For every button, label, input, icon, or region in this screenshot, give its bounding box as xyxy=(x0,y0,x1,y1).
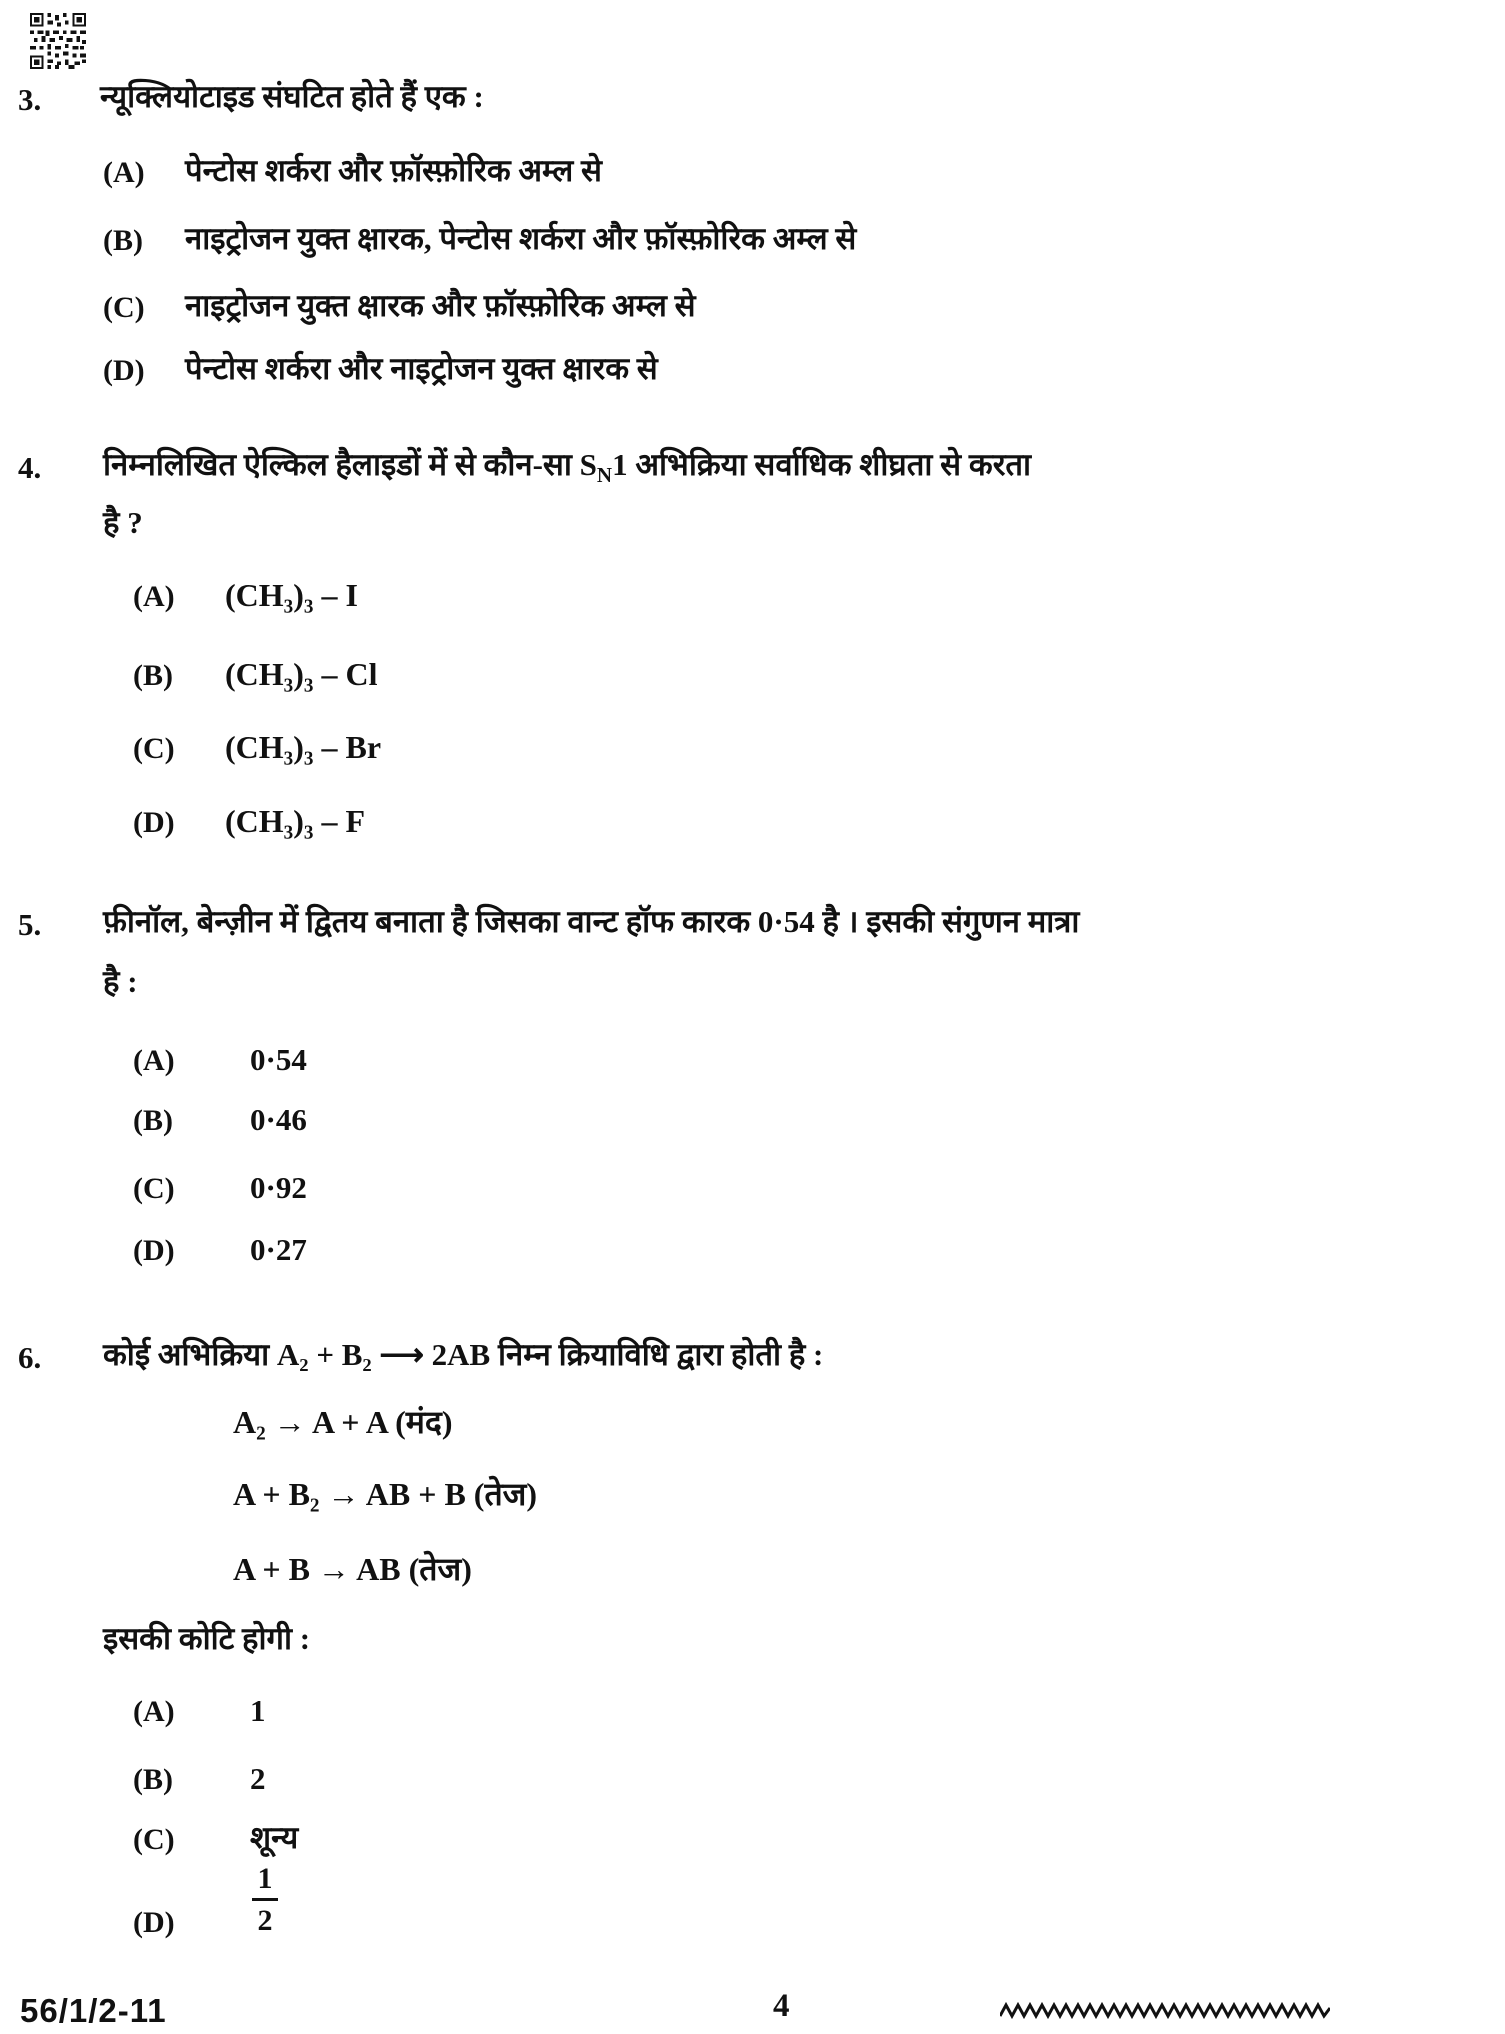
option-text: 0·46 xyxy=(250,1102,307,1137)
option-label: (A) xyxy=(133,580,175,613)
option-label: (C) xyxy=(133,1172,175,1205)
mechanism-step-1: A₂ → A + A (मंद) xyxy=(233,1404,453,1440)
option-text: नाइट्रोजन युक्त क्षारक और फ़ॉस्फ़ोरिक अम्ल से xyxy=(185,288,696,323)
option-text: (CH₃)₃ – I xyxy=(225,577,358,613)
option-label: (C) xyxy=(133,1823,175,1856)
option-text: 1 xyxy=(250,1693,266,1728)
option-label: (A) xyxy=(133,1695,175,1728)
mechanism-step-3: A + B → AB (तेज) xyxy=(233,1551,472,1587)
option-label: (D) xyxy=(133,1906,175,1939)
option-label: (B) xyxy=(133,659,173,692)
option-text: 0·92 xyxy=(250,1170,307,1205)
option-label: (C) xyxy=(103,291,145,324)
fraction-bar xyxy=(252,1898,278,1901)
option-label: (B) xyxy=(103,224,143,257)
option-label: (B) xyxy=(133,1763,173,1796)
option-text: 0·54 xyxy=(250,1042,307,1077)
option-label: (D) xyxy=(133,806,175,839)
question-number: 5. xyxy=(18,907,42,942)
question-number: 3. xyxy=(18,82,42,117)
mechanism-step-2: A + B₂ → AB + B (तेज) xyxy=(233,1476,538,1512)
question-text: न्यूक्लियोटाइड संघटित होते हैं एक : xyxy=(100,79,484,114)
option-text: (CH₃)₃ – F xyxy=(225,803,366,839)
squiggle-mark xyxy=(1000,2000,1330,2022)
question-text: फ़ीनॉल, बेन्ज़ीन में द्वितय बनाता है जिसका वान्ट हॉफ कारक 0·54 है । इसकी संगुणन मात्रा xyxy=(103,904,1080,939)
option-text: 0·27 xyxy=(250,1232,307,1267)
sn1-subscript: N xyxy=(596,463,613,488)
option-label: (D) xyxy=(103,354,145,387)
option-text: नाइट्रोजन युक्त क्षारक, पेन्टोस शर्करा और फ़ॉस्फ़ोरिक अम्ल से xyxy=(185,221,857,256)
option-text: (CH₃)₃ – Cl xyxy=(225,656,378,692)
option-label: (A) xyxy=(103,156,145,189)
question-text: निम्नलिखित ऐल्किल हैलाइडों में से कौन-सा $S_N1$ अभिक्रिया सर्वाधिक शीघ्रता से करता xyxy=(103,447,1032,488)
page-number: 4 xyxy=(773,1988,790,2024)
question-text-line2: है : xyxy=(103,964,138,999)
fraction-numerator: 1 xyxy=(257,1862,273,1895)
paper-code: 56/1/2-11 xyxy=(20,1992,167,2029)
question-number: 6. xyxy=(18,1340,42,1375)
option-text: 2 xyxy=(250,1761,266,1796)
question-followup-text: इसकी कोटि होगी : xyxy=(103,1621,311,1656)
option-text: (CH₃)₃ – Br xyxy=(225,729,382,765)
option-label: (C) xyxy=(133,732,175,765)
option-text: पेन्टोस शर्करा और फ़ॉस्फ़ोरिक अम्ल से xyxy=(185,153,603,188)
question-text-line2: है ? xyxy=(103,505,143,540)
question-number: 4. xyxy=(18,450,42,485)
option-fraction xyxy=(252,1862,278,1937)
option-label: (A) xyxy=(133,1044,175,1077)
fraction-denominator: 2 xyxy=(257,1904,273,1937)
option-text: पेन्टोस शर्करा और नाइट्रोजन युक्त क्षारक से xyxy=(185,351,658,386)
question-text: कोई अभिक्रिया A₂ + B₂ ⟶ 2AB निम्न क्रियाविधि द्वारा होती है : xyxy=(103,1337,824,1372)
option-text: शून्य xyxy=(250,1820,299,1855)
option-label: (D) xyxy=(133,1234,175,1267)
option-label: (B) xyxy=(133,1104,173,1137)
qr-code-icon xyxy=(30,12,86,70)
